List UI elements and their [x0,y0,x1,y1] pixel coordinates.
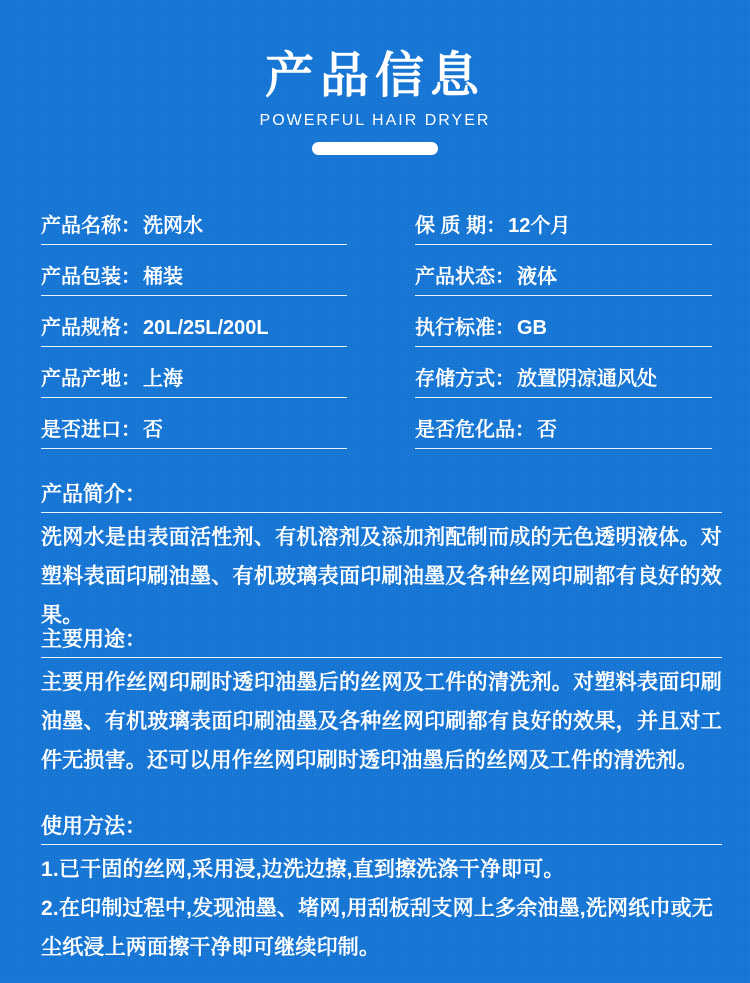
section-usage-method [41,814,722,967]
spec-value: GB [517,317,547,339]
spec-row-shelf-life [415,214,712,245]
paragraph: 洗网水是由表面活性剂、有机溶剂及添加剂配制而成的无色透明液体。对塑料表面印刷油墨、有机玻璃表面印刷油墨及各种丝网印刷都有良好的效果。 [41,526,722,627]
usage-step-2: 2.在印制过程中,发现油墨、堵网,用刮板刮支网上多余油墨,洗网纸巾或无尘纸浸上两面擦干净即可继续印制。 [41,897,714,959]
section-title-usage-method: 使用方法： [41,814,722,845]
section-product-intro [41,482,722,635]
spec-column-left [41,214,347,469]
title-underline-bar [312,142,438,155]
section-title-product-intro: 产品简介： [41,482,722,513]
section-main-uses [41,627,722,780]
spec-value: 液体 [517,266,557,288]
spec-value: 上海 [143,368,183,390]
spec-label: 保 质 期： [415,215,507,237]
section-body-usage-method [41,850,722,967]
spec-row-standard [415,316,712,347]
spec-table [41,214,712,469]
spec-value: 20L/25L/200L [143,317,269,339]
spec-label: 产品包装： [41,266,141,288]
page-title: 产品信息 [264,49,485,103]
usage-step-1: 1.已干固的丝网,采用浸,边洗边擦,直到擦洗涤干净即可。 [41,858,565,881]
page-subtitle: POWERFUL HAIR DRYER [259,112,491,129]
spec-row-state [415,265,712,296]
section-title-main-uses: 主要用途： [41,627,722,658]
spec-label: 产品名称： [41,215,141,237]
spec-column-right [415,214,712,469]
spec-row-packaging [41,265,347,296]
spec-label: 是否危化品： [415,419,535,441]
spec-row-product-name [41,214,347,245]
spec-label: 执行标准： [415,317,515,339]
spec-row-hazardous [415,418,712,449]
spec-label: 存储方式： [415,368,515,390]
spec-value: 桶装 [143,266,183,288]
spec-row-imported [41,418,347,449]
spec-value: 12个月 [508,215,571,237]
spec-label: 是否进口： [41,419,141,441]
spec-value: 否 [143,419,163,441]
section-body-main-uses [41,663,722,780]
spec-row-specification [41,316,347,347]
spec-row-storage [415,367,712,398]
spec-label: 产品状态： [415,266,515,288]
spec-value: 洗网水 [143,215,203,237]
spec-label: 产品规格： [41,317,141,339]
spec-label: 产品产地： [41,368,141,390]
spec-row-origin [41,367,347,398]
spec-value: 否 [537,419,557,441]
paragraph: 主要用作丝网印刷时透印油墨后的丝网及工件的清洗剂。对塑料表面印刷油墨、有机玻璃表面印刷油墨及各种丝网印刷都有良好的效果，并且对工件无损害。还可以用作丝网印刷时透印油墨后的丝网及工件的清洗剂。 [41,671,722,772]
spec-value: 放置阴凉通风处 [517,368,657,390]
section-body-product-intro [41,518,722,635]
